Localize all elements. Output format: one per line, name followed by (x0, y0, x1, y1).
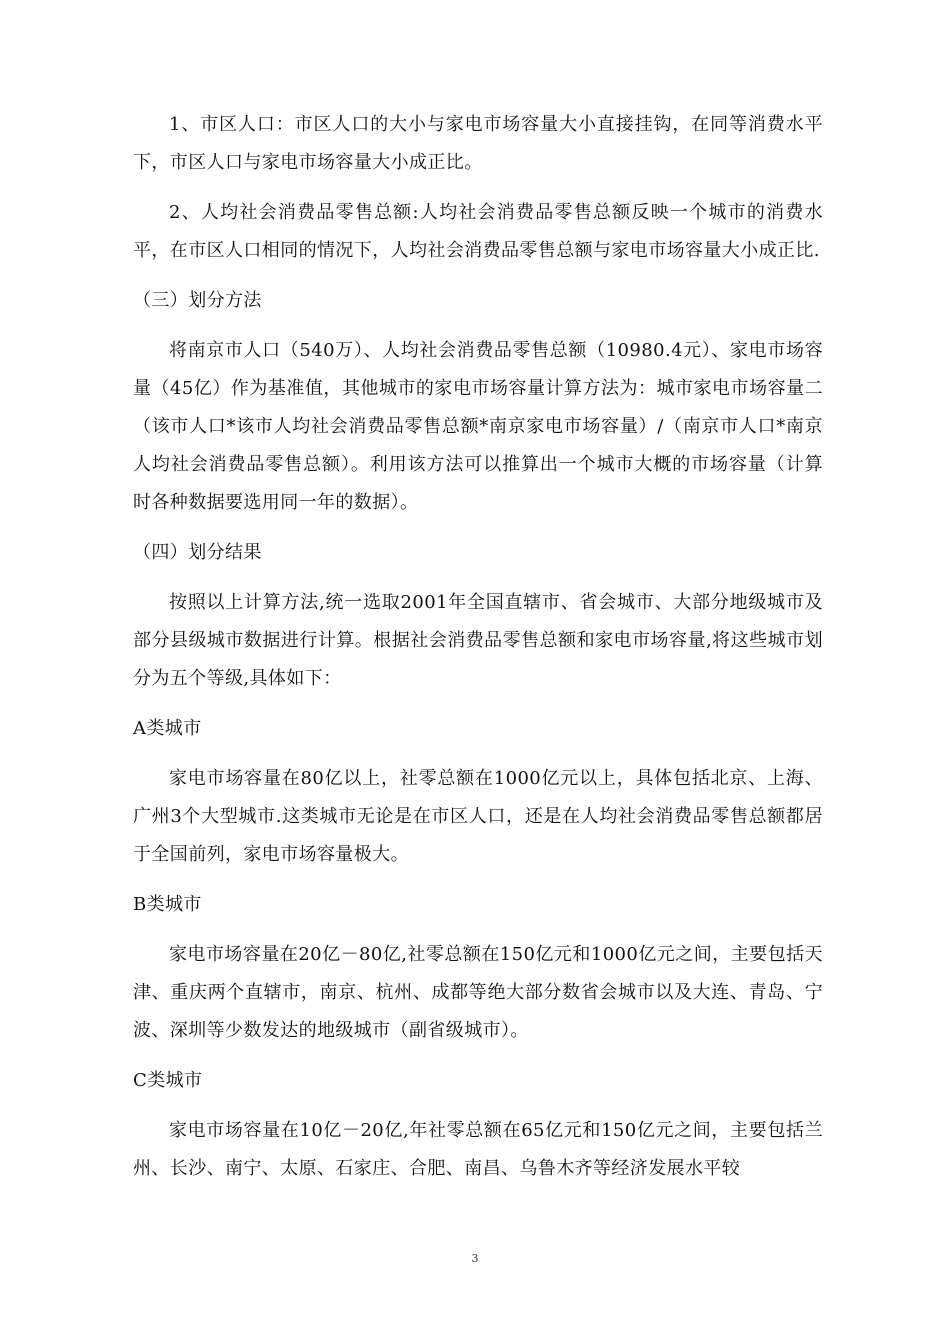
heading-class-a: A类城市 (133, 718, 202, 739)
page-number: 3 (471, 1252, 479, 1265)
section-heading-results: （四）划分结果 (133, 542, 262, 563)
section-heading-method: （三）划分方法 (133, 290, 262, 311)
paragraph-per-capita-retail: 2、人均社会消费品零售总额:人均社会消费品零售总额反映一个城市的消费水平，在市区人口相同的情况下，人均社会消费品零售总额与家电市场容量大小成正比. (133, 202, 823, 261)
paragraph-class-c: 家电市场容量在10亿－20亿,年社零总额在65亿元和150亿元之间，主要包括兰州、长沙、南宁、太原、石家庄、合肥、南昌、乌鲁木齐等经济发展水平较 (133, 1120, 823, 1179)
document-body (133, 106, 823, 1200)
paragraph-class-a: 家电市场容量在80亿以上，社零总额在1000亿元以上，具体包括北京、上海、广州3个大型城市.这类城市无论是在市区人口，还是在人均社会消费品零售总额都居于全国前列，家电市场容量极大。 (133, 768, 823, 865)
paragraph-urban-population: 1、市区人口：市区人口的大小与家电市场容量大小直接挂钩，在同等消费水平下，市区人口与家电市场容量大小成正比。 (133, 114, 823, 173)
heading-class-c: C类城市 (133, 1070, 203, 1091)
paragraph-method: 将南京市人口（540万）、人均社会消费品零售总额（10980.4元）、家电市场容量（45亿）作为基准值，其他城市的家电市场容量计算方法为：城市家电市场容量二（该市人口*该市人均社会消费品零售总额*南京家电市场容量）/（南京市人口*南京人均社会消费品零售总额）。利用该方法可以推算出一个城市大概的市场容量（计算时各种数据要选用同一年的数据）。 (133, 340, 823, 513)
heading-class-b: B类城市 (133, 894, 202, 915)
paragraph-results-intro: 按照以上计算方法,统一选取2001年全国直辖市、省会城市、大部分地级城市及部分县级城市数据进行计算。根据社会消费品零售总额和家电市场容量,将这些城市划分为五个等级,具体如下： (133, 592, 823, 689)
paragraph-class-b: 家电市场容量在20亿－80亿,社零总额在150亿元和1000亿元之间，主要包括天津、重庆两个直辖市，南京、杭州、成都等绝大部分数省会城市以及大连、青岛、宁波、深圳等少数发达的地级城市（副省级城市）。 (133, 944, 823, 1041)
